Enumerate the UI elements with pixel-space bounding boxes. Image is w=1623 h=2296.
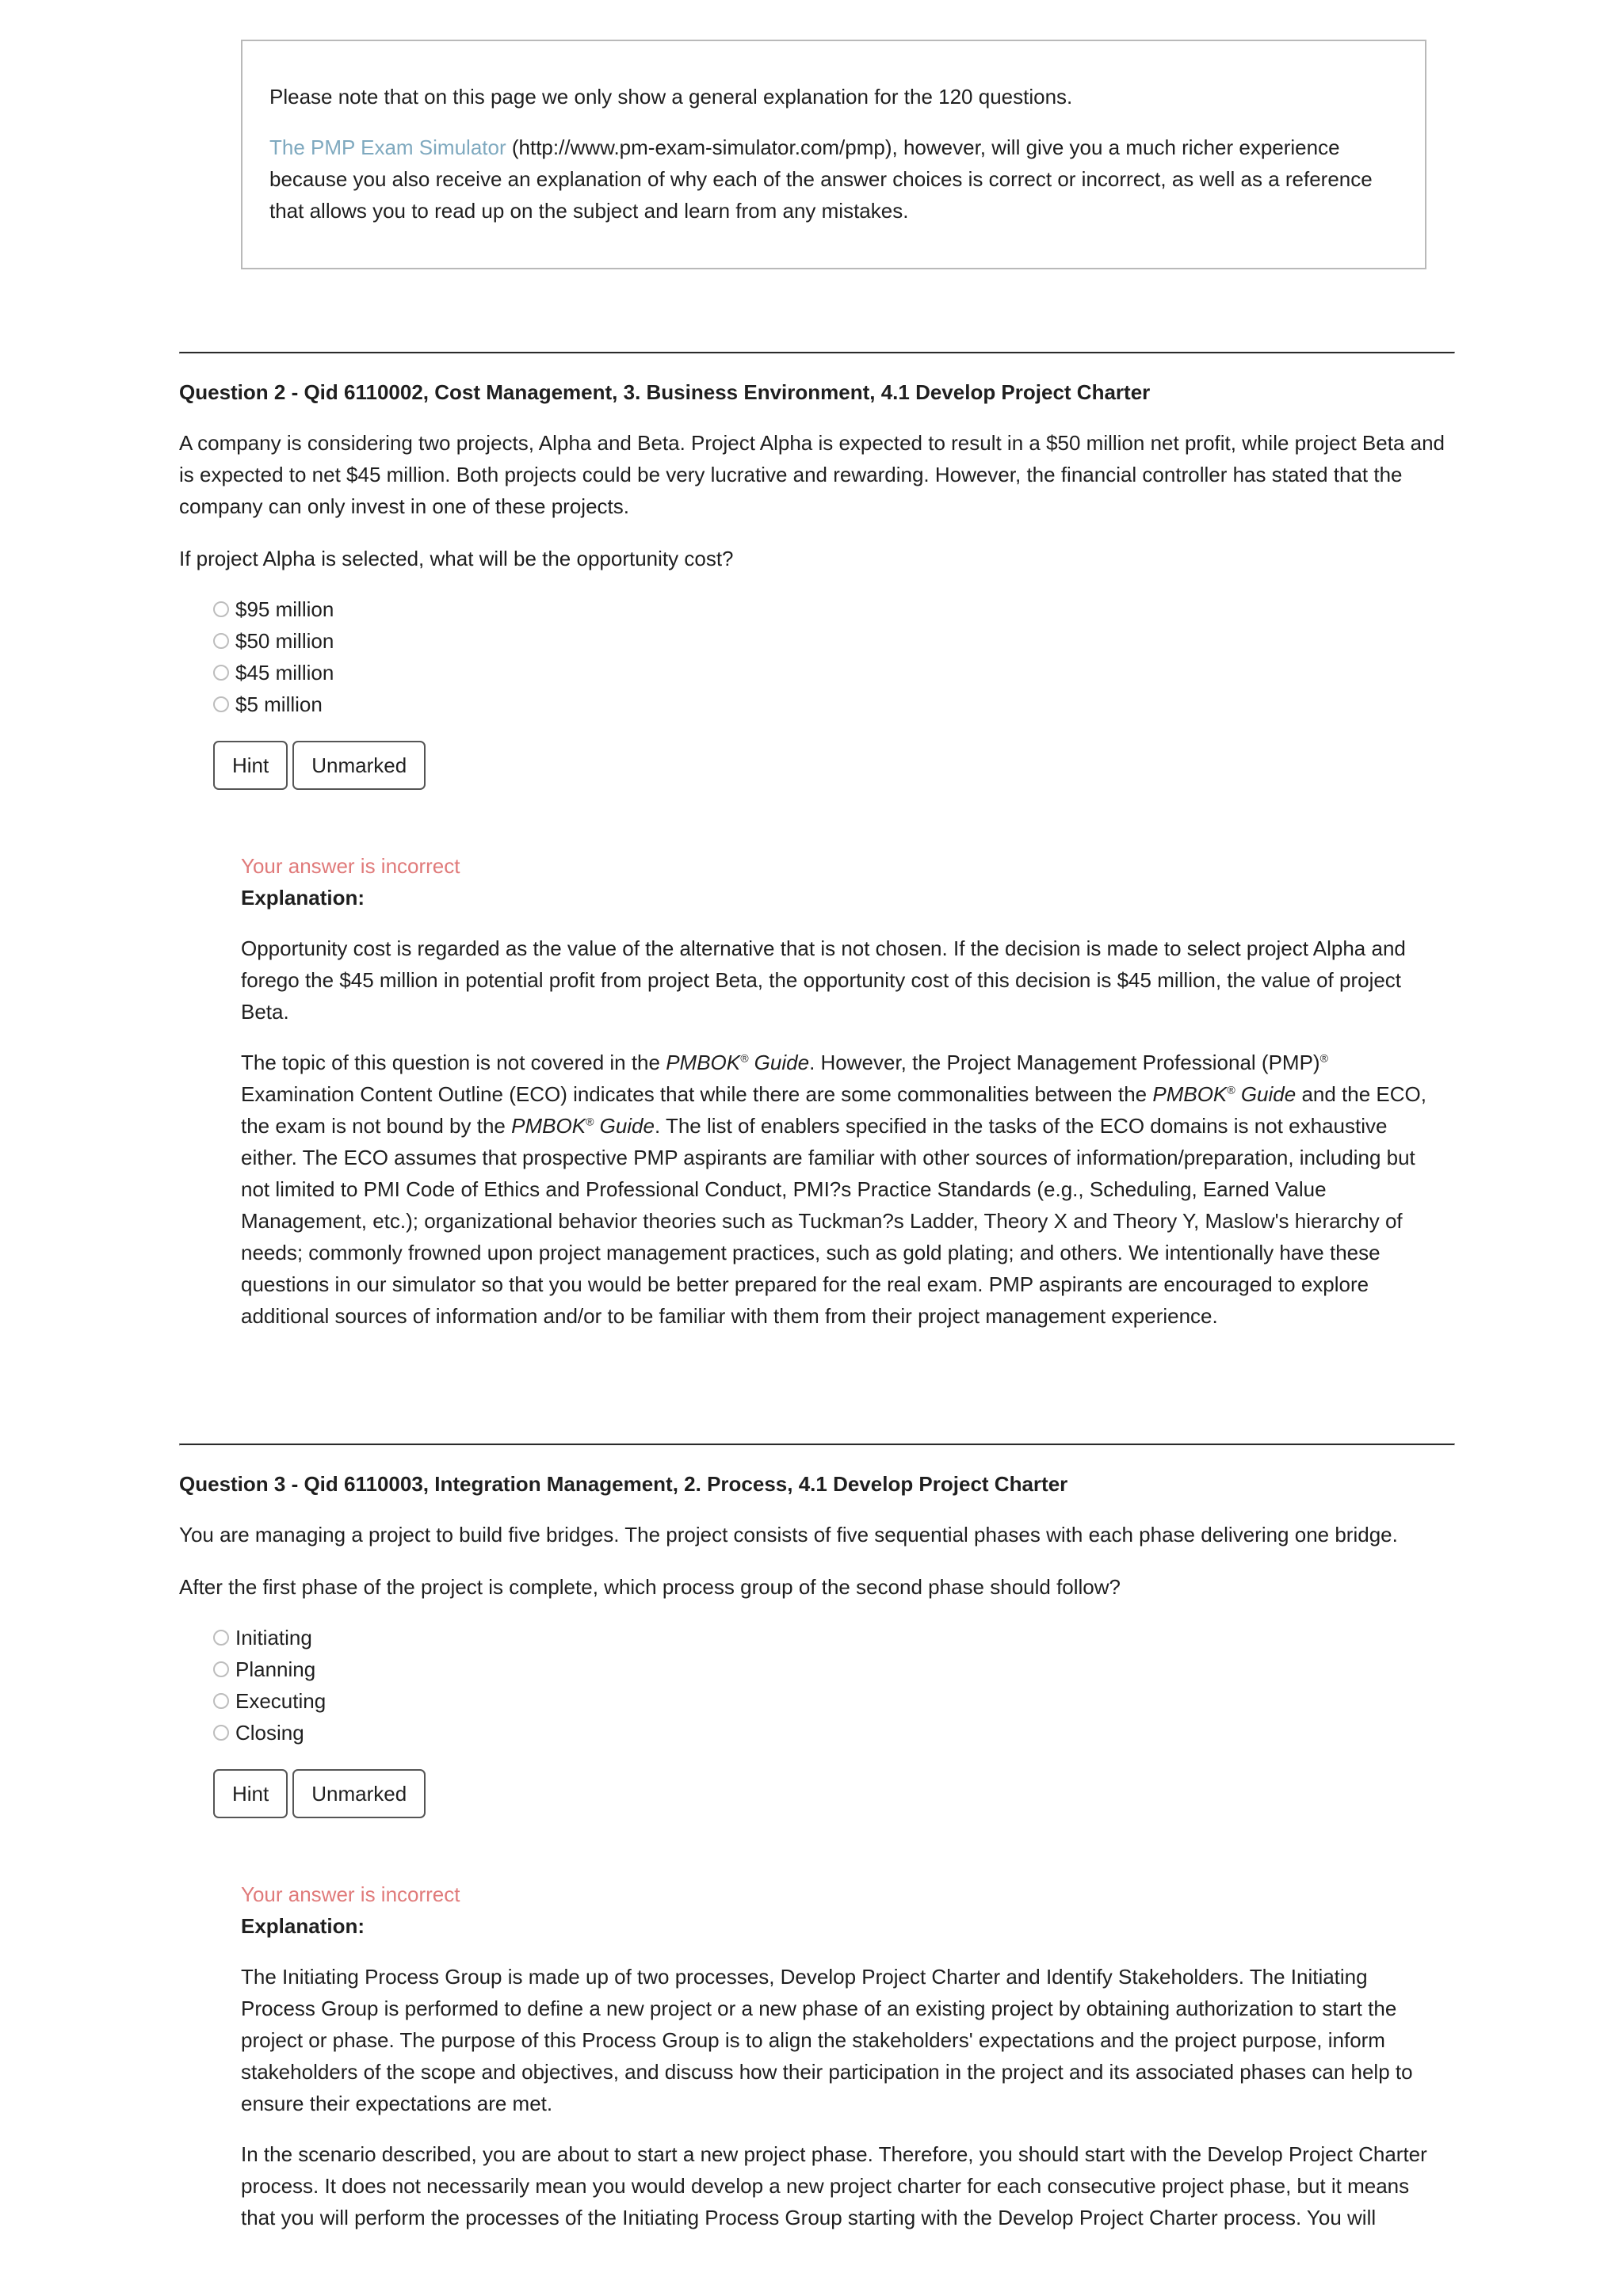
explanation-paragraph: Opportunity cost is regarded as the value of the alternative that is not chosen. If the decision is made to select project Alpha and forego the $45 million in potential profit from project Beta, the opportunity cost of this decision is $45 million, the value of project Beta.	[241, 936, 1406, 1024]
text-run: . However, the Project Management Professional (PMP)	[809, 1051, 1320, 1074]
hint-button[interactable]: Hint	[213, 741, 288, 790]
answer-option[interactable]	[213, 1622, 1455, 1653]
pmbok-title: PMBOK® Guide	[1152, 1082, 1296, 1106]
text-run: Examination Content Outline (ECO) indicates that while there are some commonalities between the	[241, 1082, 1153, 1106]
answer-option[interactable]	[213, 1685, 1455, 1717]
notice-line: Please note that on this page we only show a general explanation for the 120 questions.	[269, 85, 1073, 109]
radio-button[interactable]	[213, 1661, 229, 1677]
answer-status: Your answer is incorrect	[241, 1882, 460, 1906]
explanation-paragraph: The Initiating Process Group is made up of two processes, Develop Project Charter and Identify Stakeholders. The Initiating Process Group is performed to define a new project or a new phase of an existing project by obtaining authorization to start the project or phase. The purpose of this Process Group is to align the stakeholders' expectations and the project purpose, inform stakeholders of the scope and objectives, and discuss how their participation in the project and its associated phases can help to ensure their expectations are met.	[241, 1965, 1413, 2115]
question-2	[179, 352, 1455, 1332]
answer-option[interactable]	[213, 657, 1455, 688]
option-label: $45 million	[235, 661, 334, 685]
option-label: Initiating	[235, 1626, 312, 1650]
answer-result	[241, 850, 1430, 1332]
radio-button[interactable]	[213, 665, 229, 681]
radio-button[interactable]	[213, 1693, 229, 1709]
pmbok-title: PMBOK® Guide	[666, 1051, 810, 1074]
notice-box	[241, 40, 1426, 269]
answer-option[interactable]	[213, 688, 1455, 720]
option-label: Executing	[235, 1689, 327, 1713]
question-heading: Question 3 - Qid 6110003, Integration Management, 2. Process, 4.1 Develop Project Charter	[179, 1472, 1068, 1496]
answer-option[interactable]	[213, 593, 1455, 625]
answer-options	[213, 1622, 1455, 1749]
mark-button[interactable]: Unmarked	[292, 1769, 426, 1818]
question-heading: Question 2 - Qid 6110002, Cost Management, 3. Business Environment, 4.1 Develop Project Charter	[179, 380, 1151, 404]
text-run: . The list of enablers specified in the tasks of the ECO domains is not exhaustive either. The ECO assumes that prospective PMP aspirants are familiar with other sources of information/preparation, including but not limited to PMI Code of Ethics and Professional Conduct, PMI?s Practice Standards (e.g., Scheduling, Earned Value Management, etc.); organizational behavior theories such as Tuckman?s Ladder, Theory X and Theory Y, Maslow's hierarchy of needs; commonly frowned upon project management practices, such as gold plating; and others. We intentionally have these questions in our simulator so that you would be better prepared for the real exam. PMP aspirants are encouraged to explore additional sources of information and/or to be familiar with them from their project management experience.	[241, 1114, 1415, 1328]
text-run: The topic of this question is not covered in the	[241, 1051, 666, 1074]
notice-simulator-text: (http://www.pm-exam-simulator.com/pmp), however, will give you a much richer experience because you also receive an explanation of why each of the answer choices is correct or incorrect, as well as a reference that allows you to read up on the subject and learn from any mistakes.	[269, 135, 1373, 223]
pmbok-title: PMBOK® Guide	[511, 1114, 655, 1138]
answer-option[interactable]	[213, 1653, 1455, 1685]
question-3	[179, 1444, 1455, 2233]
answer-status: Your answer is incorrect	[241, 854, 460, 878]
question-actions	[213, 1769, 1455, 1818]
question-text: A company is considering two projects, Alpha and Beta. Project Alpha is expected to result in a $50 million net profit, while project Beta and is expected to net $45 million. Both projects could be very lucrative and rewarding. However, the financial controller has stated that the company can only invest in one of these projects.	[179, 431, 1445, 518]
question-divider	[179, 352, 1455, 354]
radio-button[interactable]	[213, 1630, 229, 1646]
answer-option[interactable]	[213, 1717, 1455, 1749]
option-label: $50 million	[235, 629, 334, 653]
answer-options	[213, 593, 1455, 720]
registered-mark: ®	[1319, 1051, 1328, 1065]
radio-button[interactable]	[213, 633, 229, 649]
mark-button[interactable]: Unmarked	[292, 741, 426, 790]
question-text: You are managing a project to build five bridges. The project consists of five sequential phases with each phase delivering one bridge.	[179, 1523, 1398, 1547]
question-actions	[213, 741, 1455, 790]
answer-result	[241, 1878, 1430, 2233]
notice-simulator-paragraph	[269, 132, 1398, 227]
question-divider	[179, 1444, 1455, 1446]
explanation-label: Explanation:	[241, 886, 365, 910]
radio-button[interactable]	[213, 1725, 229, 1741]
question-prompt: If project Alpha is selected, what will be the opportunity cost?	[179, 547, 734, 570]
explanation-label: Explanation:	[241, 1914, 365, 1938]
option-label: $95 million	[235, 597, 334, 621]
option-label: $5 million	[235, 692, 323, 716]
option-label: Planning	[235, 1657, 316, 1681]
text-run: and the ECO, the exam is not bound by the	[241, 1082, 1426, 1138]
explanation-paragraph: In the scenario described, you are about to start a new project phase. Therefore, you should start with the Develop Project Charter process. It does not necessarily mean you would develop a new project charter for each consecutive project phase, but it means that you will perform the processes of the Initiating Process Group starting with the Develop Project Charter process. You will	[241, 2142, 1427, 2229]
pmp-exam-simulator-link[interactable]: The PMP Exam Simulator	[269, 135, 506, 159]
radio-button[interactable]	[213, 696, 229, 712]
answer-option[interactable]	[213, 625, 1455, 657]
option-label: Closing	[235, 1721, 304, 1745]
radio-button[interactable]	[213, 601, 229, 617]
hint-button[interactable]: Hint	[213, 1769, 288, 1818]
explanation-paragraph-pmbok	[241, 1047, 1430, 1332]
question-prompt: After the first phase of the project is complete, which process group of the second phase should follow?	[179, 1575, 1121, 1599]
